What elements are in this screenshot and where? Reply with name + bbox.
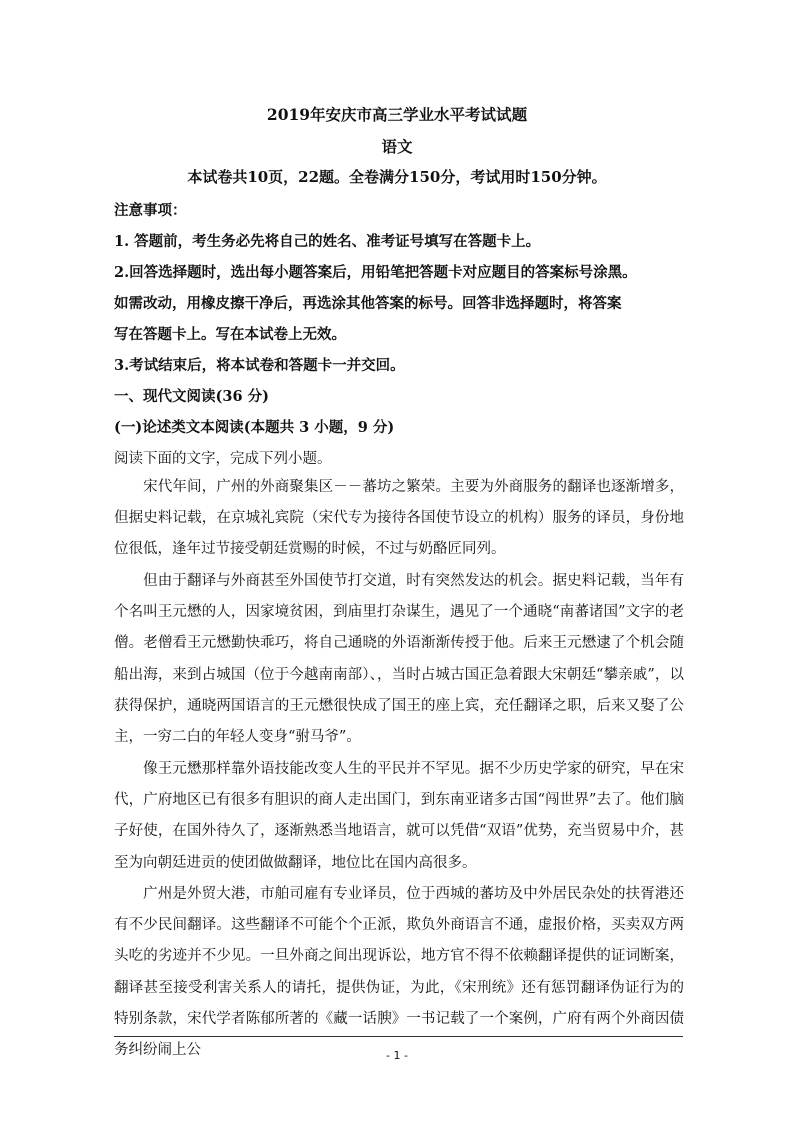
paragraph-3 [114,754,684,879]
reading-instruction: 阅读下面的文字，完成下列小题。 [114,451,332,467]
paragraph-4-text: 广州是外贸大港，市舶司雇有专业译员，位于西城的蕃坊及中外居民杂处的扶胥港还有不少民间翻译。这些翻译不可能个个正派，欺负外商语言不通，虚报价格，买卖双方两头吃的劣迹并不少见。一旦外商之间出现诉讼，地方官不得不依赖翻译提供的证词断案，翻译甚至接受利害关系人的请托，提供伪证，为此，《宋刑统》还有惩罚翻译伪证行为的特别条款，宋代学者陈郁所著的《藏一话腴》一书记载了一个案例，广府有两个外商因债务纠纷闹上公 [114,886,684,1059]
subject-title: 语文 [381,137,413,156]
paragraph-1 [114,472,684,566]
notice-item-2-cont: 如需改动，用橡皮擦干净后，再选涂其他答案的标号。回答非选择题时，将答案 [114,295,622,312]
exam-title: 2019年安庆市高三学业水平考试试题 [266,105,528,124]
paragraph-1-text: 宋代年间，广州的外商聚集区－－蕃坊之繁荣。主要为外商服务的翻译也逐渐增多，但据史料记载，在京城礼宾院（宋代专为接待各国使节设立的机构）服务的译员，身份地位很低，逢年过节接受朝廷赏赐的时候，不过与奶酪匠同列。 [114,479,684,558]
paragraph-2 [114,566,684,753]
exam-info: 本试卷共10页，22题。全卷满分150分，考试用时150分钟。 [187,168,607,186]
notice-item-2: 2.回答选择题时，选出每小题答案后，用铅笔把答题卡对应题目的答案标号涂黑。 [114,264,637,281]
notice-item-2-end: 写在答题卡上。写在本试卷上无效。 [114,326,346,343]
notice-heading: 注意事项： [114,202,187,219]
paragraph-3-text: 像王元懋那样靠外语技能改变人生的平民并不罕见。据不少历史学家的研究，早在宋代，广府地区已有很多有胆识的商人走出国门，到东南亚诸多古国“闯世界”去了。他们脑子好使，在国外待久了，逐渐熟悉当地语言，就可以凭借“双语”优势，充当贸易中介，甚至为向朝廷进贡的使团做做翻译，地位比在国内高很多。 [114,761,684,871]
paragraph-4 [114,879,684,1066]
section-subtitle: (一)论述类文本阅读(本题共 3 小题，9 分) [114,419,395,436]
footer-rule [114,1036,683,1037]
notice-item-3: 3.考试结束后，将本试卷和答题卡一并交回。 [114,357,405,374]
page-number: - 1 - [386,1049,408,1062]
section-title: 一、现代文阅读(36 分) [114,388,269,405]
paragraph-2-text: 但由于翻译与外商甚至外国使节打交道，时有突然发达的机会。据史料记载，当年有个名叫王元懋的人，因家境贫困，到庙里打杂谋生，遇见了一个通晓“南蕃诸国”文字的老僧。老僧看王元懋勤快乖巧，将自己通晓的外语渐渐传授于他。后来王元懋逮了个机会随船出海，来到占城国（位于今越南南部）、，当时占城古国正急着跟大宋朝廷“攀亲戚”，以获得保护，通晓两国语言的王元懋很快成了国王的座上宾，充任翻译之职，后来又娶了公主，一穷二白的年轻人变身“驸马爷”。 [114,573,684,746]
notice-item-1: 1. 答题前，考生务必先将自己的姓名、准考证号填写在答题卡上。 [114,233,541,250]
